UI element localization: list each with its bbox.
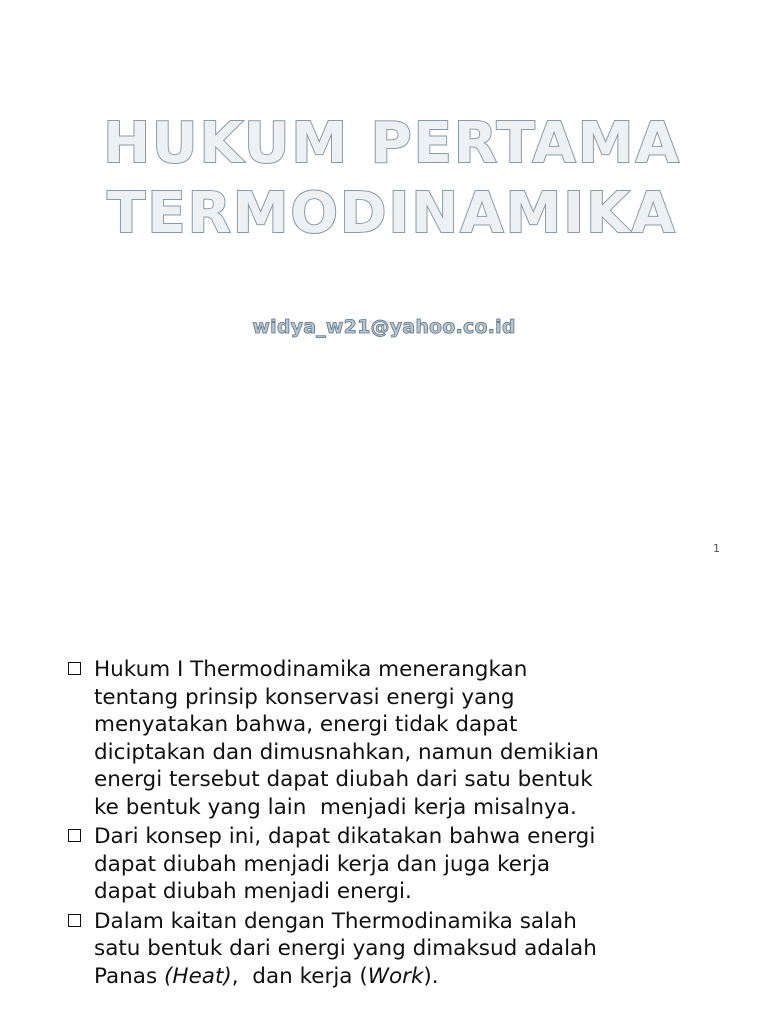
bullet-line: Hukum I Thermodinamika menerangkan <box>94 657 528 682</box>
checkbox-square-icon <box>68 829 81 842</box>
bullet-line: ke bentuk yang lain menjadi kerja misalnya. <box>94 794 577 820</box>
bullet-line: menyatakan bahwa, energi tidak dapat <box>94 712 518 737</box>
text-work: Work <box>367 963 424 989</box>
bullet-line-last <box>94 963 666 991</box>
checkbox-square-icon <box>68 662 81 675</box>
bullet-item-1 <box>66 656 666 821</box>
bullet-line: tentang prinsip konservasi energi yang <box>94 684 515 710</box>
bullet-list <box>66 656 666 992</box>
text-closing: ). <box>423 963 439 989</box>
bullet-line: diciptakan dan dimusnahkan, namun demikian <box>94 739 599 765</box>
checkbox-square-icon <box>68 914 81 927</box>
title-line-1: HUKUM PERTAMA <box>103 111 681 176</box>
page-number: 1 <box>713 542 720 555</box>
content-slide <box>0 600 768 1024</box>
bullet-line: Dalam kaitan dengan Thermodinamika salah <box>94 908 577 934</box>
bullet-line: dapat diubah menjadi energi. <box>94 879 412 904</box>
bullet-line: energi tersebut dapat diubah dari satu bentuk <box>94 767 593 792</box>
slide-title <box>0 100 768 250</box>
author-email: widya_w21@yahoo.co.id <box>252 316 516 338</box>
bullet-item-2 <box>66 823 666 906</box>
title-line-2: TERMODINAMIKA <box>107 181 677 246</box>
text-heat: (Heat) <box>164 963 232 989</box>
bullet-item-3 <box>66 908 666 991</box>
text-dan-kerja: , dan kerja ( <box>231 963 368 989</box>
bullet-line: satu bentuk dari energi yang dimaksud adalah <box>94 936 597 961</box>
text-panas: Panas <box>94 963 165 989</box>
bullet-line: dapat diubah menjadi kerja dan juga kerja <box>94 851 551 877</box>
bullet-line: Dari konsep ini, dapat dikatakan bahwa energi <box>94 824 596 849</box>
